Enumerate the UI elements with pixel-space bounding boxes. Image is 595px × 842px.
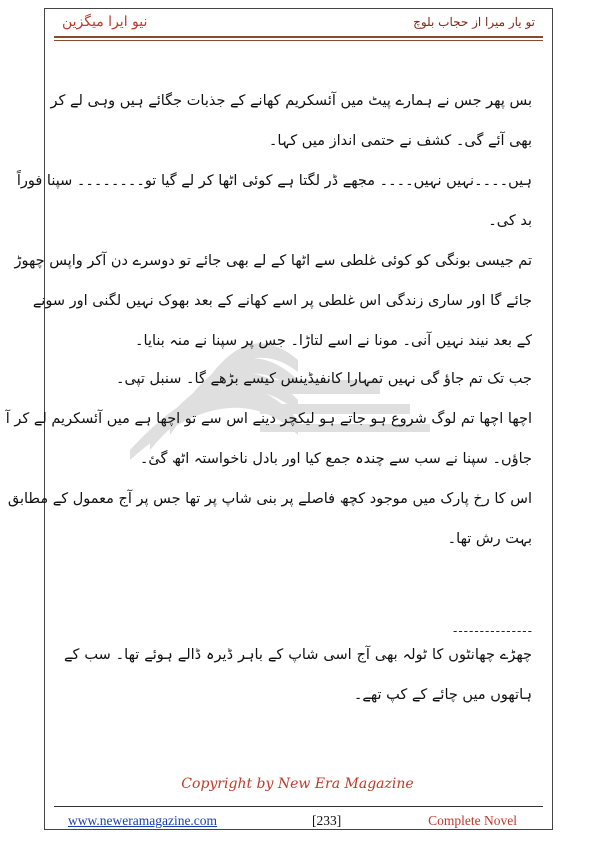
footer-rule: [54, 806, 543, 807]
magazine-name: نیو ایرا میگزین: [62, 14, 148, 30]
website-link[interactable]: www.neweramagazine.com: [68, 813, 218, 828]
text-line: تم جیسی بونگی کو کوئی غلطی سے اٹھا کے لے بھی جائے تو دوسرے دن آکر واپس چھوڑ: [14, 253, 532, 269]
footer-label: Complete Novel: [428, 813, 517, 828]
page-number: [233]: [312, 813, 342, 828]
copyright-notice: Copyright by New Era Magazine: [181, 776, 414, 792]
text-line: جاؤں۔ سپنا نے سب سے چندہ جمع کیا اور بادل ناخواستہ اٹھ گئ۔: [139, 451, 532, 467]
text-line: اس کا رخ پارک میں موجود کچھ فاصلے پر بنی شاپ پر تھا جس پر آج معمول کے مطابق: [7, 491, 532, 507]
text-line: چھڑے چھانٹوں کا ٹولہ بھی آج اسی شاپ کے باہر ڈیرہ ڈالے ہوئے تھا۔ سب کے: [64, 647, 532, 663]
text-line: بھی آئے گی۔ کشف نے حتمی انداز میں کہا۔: [268, 133, 532, 149]
page-footer: [54, 813, 543, 831]
text-line: بہت رش تھا۔: [447, 531, 532, 547]
text-line: جب تک تم جاؤ گی نہیں تمہارا کانفیڈینس کیسے بڑھے گا۔ سنبل تپی۔: [115, 371, 532, 387]
page-header: [54, 14, 543, 34]
text-line: بد کی۔: [488, 213, 532, 229]
text-line: ہاتھوں میں چائے کے کپ تھے۔: [353, 687, 532, 703]
text-line: جائے گا اور ساری زندگی اس غلطی پر اسے کھانے کے بعد بھوک نہیں لگنی اور سونے: [32, 293, 532, 309]
text-line: بس پھر جس نے ہمارے پیٹ میں آئسکریم کھانے کے جذبات جگائے ہیں وہی لے کر: [50, 93, 532, 109]
header-rule: [54, 36, 543, 38]
header-rule-thin: [54, 40, 543, 41]
section-separator: ---------------: [453, 624, 533, 638]
text-line: اچھا اچھا تم لوگ شروع ہو جاتے ہو لیکچر دینے اس سے تو اچھا ہے میں آئسکریم لے کر آ: [5, 411, 532, 427]
text-line: ہیں۔۔۔۔نہیں نہیں۔۔۔۔ مجھے ڈر لگتا ہے کوئی اٹھا کر لے گیا تو۔۔۔۔۔۔۔۔ سپنا فوراً: [16, 173, 532, 189]
novel-title: تو یار میرا از حجاب بلوچ: [413, 15, 535, 29]
text-line: کے بعد نیند نہیں آنی۔ مونا نے اسے لتاڑا۔ جس پر سپنا نے منہ بنایا۔: [135, 333, 532, 349]
